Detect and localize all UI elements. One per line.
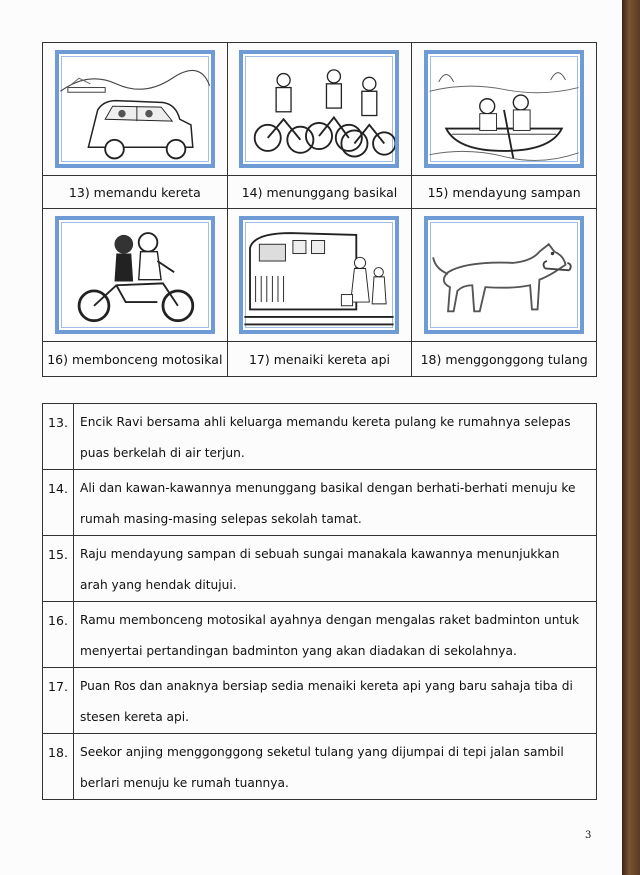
sentence-text: Ramu membonceng motosikal ayahnya dengan mengalas raket badminton untuk menyertai pertandingan badminton yang akan diadakan di sekolahnya. bbox=[74, 602, 597, 668]
caption-16: 16) membonceng motosikal bbox=[43, 342, 228, 377]
sentence-text: Seekor anjing menggonggong seketul tulang yang dijumpai di tepi jalan sambil berlari menuju ke rumah tuannya. bbox=[74, 734, 597, 800]
sentence-text: Ali dan kawan-kawannya menunggang basikal dengan berhati-berhati menuju ke rumah masing-masing selepas sekolah tamat. bbox=[74, 470, 597, 536]
caption-17: 17) menaiki kereta api bbox=[227, 342, 412, 377]
picture-cell-16 bbox=[43, 209, 228, 342]
sentence-number: 14. bbox=[43, 470, 74, 536]
sentence-row bbox=[43, 536, 597, 602]
sentence-row bbox=[43, 734, 597, 800]
picture-cell-17 bbox=[227, 209, 412, 342]
caption-14: 14) menunggang basikal bbox=[227, 176, 412, 209]
picture-table bbox=[42, 42, 597, 377]
sentence-number: 15. bbox=[43, 536, 74, 602]
car-driving-illustration bbox=[55, 50, 215, 168]
sentence-number: 17. bbox=[43, 668, 74, 734]
caption-13: 13) memandu kereta bbox=[43, 176, 228, 209]
sentence-number: 18. bbox=[43, 734, 74, 800]
bicycle-riding-illustration bbox=[239, 50, 399, 168]
picture-cell-14 bbox=[227, 43, 412, 176]
caption-18: 18) menggonggong tulang bbox=[412, 342, 597, 377]
sentence-table bbox=[42, 403, 597, 800]
caption-15: 15) mendayung sampan bbox=[412, 176, 597, 209]
sentence-row bbox=[43, 470, 597, 536]
train-boarding-illustration bbox=[239, 216, 399, 334]
picture-cell-18 bbox=[412, 209, 597, 342]
sentence-number: 13. bbox=[43, 404, 74, 470]
sentence-row bbox=[43, 668, 597, 734]
rowing-boat-illustration bbox=[424, 50, 584, 168]
dog-bone-illustration bbox=[424, 216, 584, 334]
book-spine bbox=[622, 0, 640, 875]
sentence-row bbox=[43, 602, 597, 668]
picture-cell-15 bbox=[412, 43, 597, 176]
sentence-number: 16. bbox=[43, 602, 74, 668]
sentence-text: Encik Ravi bersama ahli keluarga memandu kereta pulang ke rumahnya selepas puas berkelah di air terjun. bbox=[74, 404, 597, 470]
page-number: 3 bbox=[585, 830, 592, 841]
sentence-row bbox=[43, 404, 597, 470]
sentence-text: Raju mendayung sampan di sebuah sungai manakala kawannya menunjukkan arah yang hendak ditujui. bbox=[74, 536, 597, 602]
sentence-text: Puan Ros dan anaknya bersiap sedia menaiki kereta api yang baru sahaja tiba di stesen kereta api. bbox=[74, 668, 597, 734]
picture-cell-13 bbox=[43, 43, 228, 176]
motorcycle-riding-illustration bbox=[55, 216, 215, 334]
